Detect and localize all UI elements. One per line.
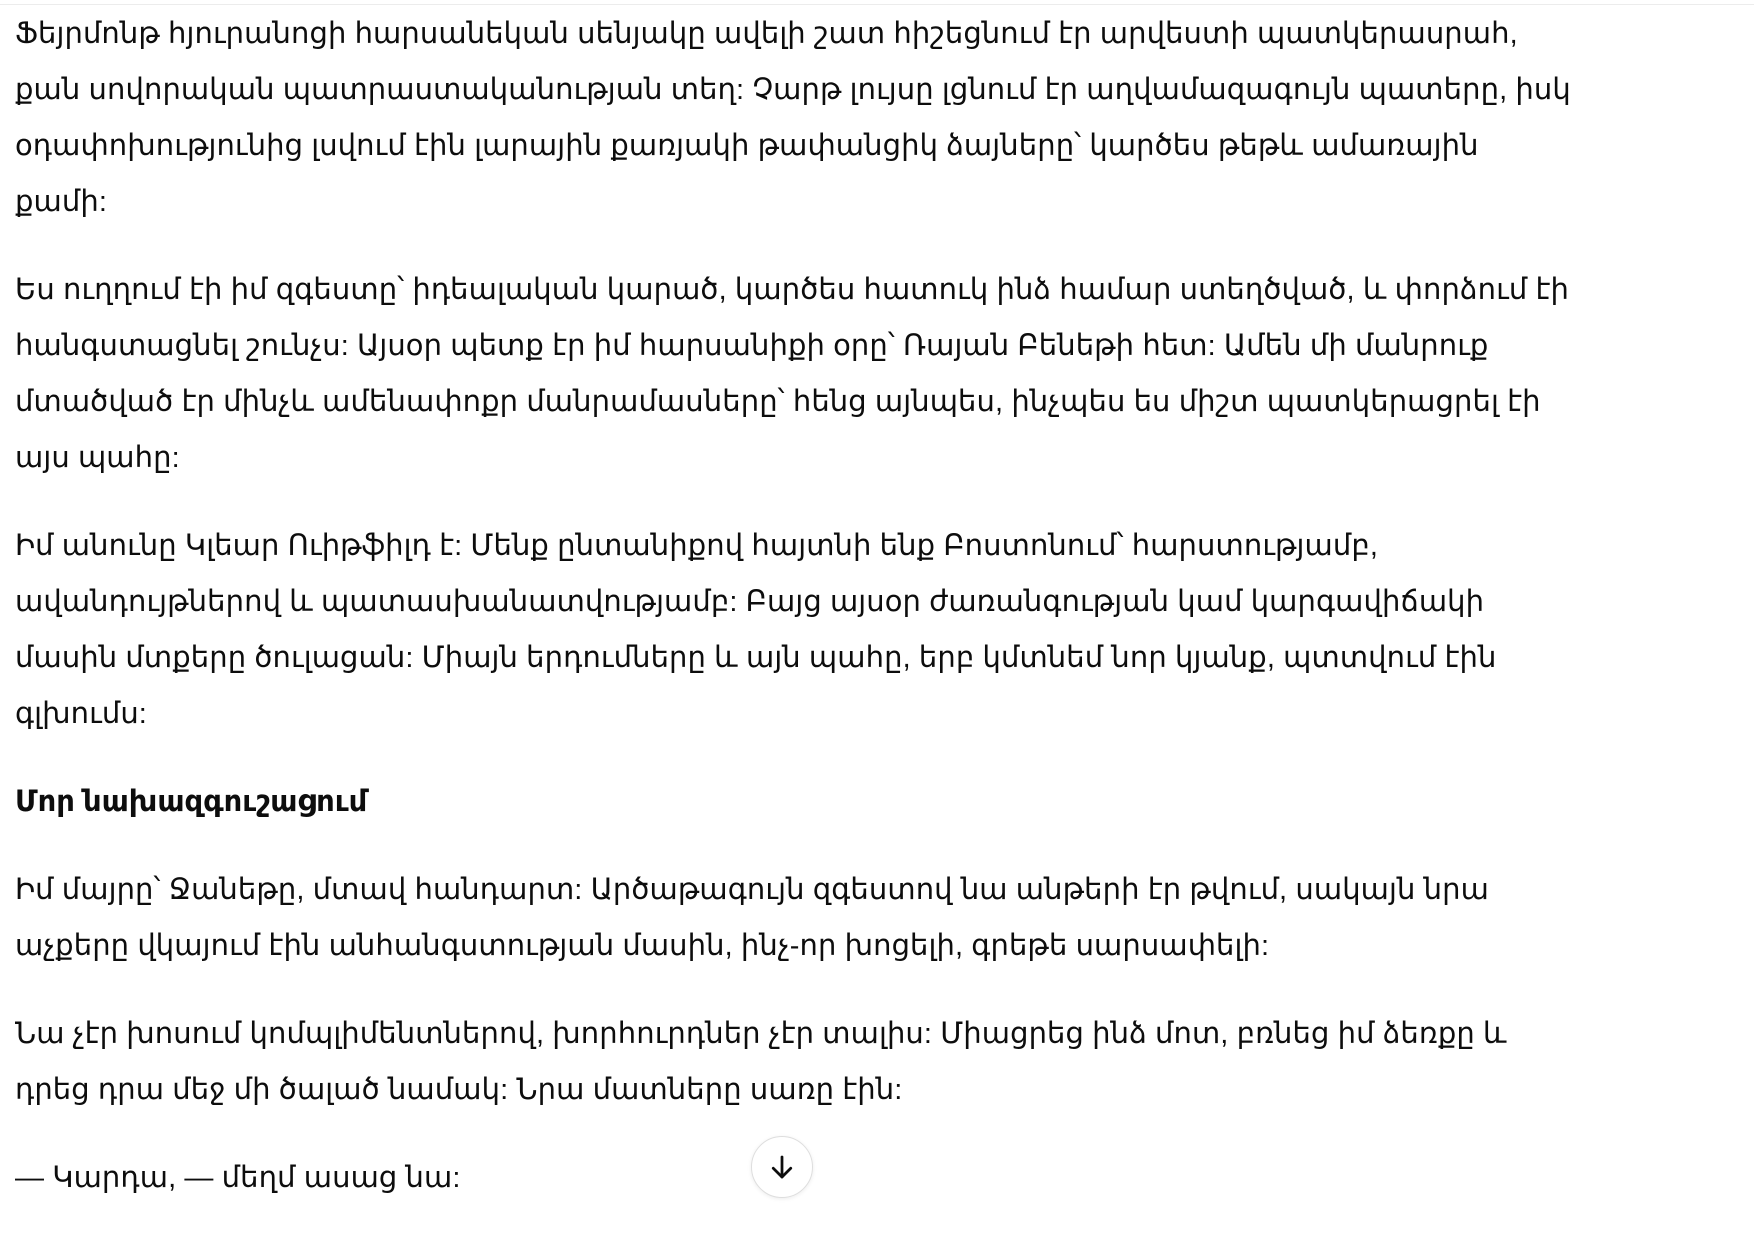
section-heading: Մոր նախազգուշացում xyxy=(15,786,368,818)
message-paragraph: Իմ անունը Կլեար Ուիթֆիլդ է: Մենք ընտանիքով հայտնի ենք Բոստոնում՝ հարստությամբ, ավանդույթներով և պատասխանատվությամբ: Բայց այսօր ժառանգության կամ կարգավիճակի մասին մտքերը ծուլացան: Միայն երդումները և այն պահը, երբ կմտնեմ նոր կյանք, պտտվում էին գլխումս: xyxy=(15,530,1497,730)
top-divider xyxy=(0,0,1754,5)
message-paragraph: Իմ մայրը՝ Ջանեթը, մտավ հանդարտ: Արծաթագույն զգեստով նա անթերի էր թվում, սակայն նրա աչքերը վկայում էին անհանգստության մասին, ինչ-որ խոցելի, գրեթե սարսափելի: xyxy=(15,874,1489,962)
message-paragraph: Նա չէր խոսում կոմպլիմենտներով, խորհուրդներ չէր տալիս: Միացրեց ինձ մոտ, բռնեց իմ ձեռքը և դրեց դրա մեջ մի ծալած նամակ: Նրա մատները սառը էին: xyxy=(15,1018,1507,1106)
scroll-to-bottom-button[interactable] xyxy=(751,1136,813,1198)
message-paragraph: — Կարդա, — մեղմ ասաց նա: xyxy=(15,1162,461,1194)
arrow-down-icon xyxy=(767,1152,797,1182)
chat-message-content xyxy=(15,6,1575,1206)
message-paragraph: Ես ուղղում էի իմ զգեստը՝ իդեալական կարած, կարծես հատուկ ինձ համար ստեղծված, և փորձում էի հանգստացնել շունչս: Այսօր պետք էր իմ հարսանիքի օրը՝ Ռայան Բենեթի հետ: Ամեն մի մանրուք մտածված էր մինչև ամենափոքր մանրամասները՝ հենց այնպես, ինչպես ես միշտ պատկերացրել էի այս պահը: xyxy=(15,274,1569,474)
message-paragraph: Ֆեյրմոնթ հյուրանոցի հարսանեկան սենյակը ավելի շատ հիշեցնում էր արվեստի պատկերասրահ, քան սովորական պատրաստականության տեղ: Չարթ լույսը լցնում էր աղվամազագույն պատերը, իսկ օդափոխությունից լսվում էին լարային քառյակի թափանցիկ ձայները՝ կարծես թեթև ամառային քամի: xyxy=(15,18,1571,218)
